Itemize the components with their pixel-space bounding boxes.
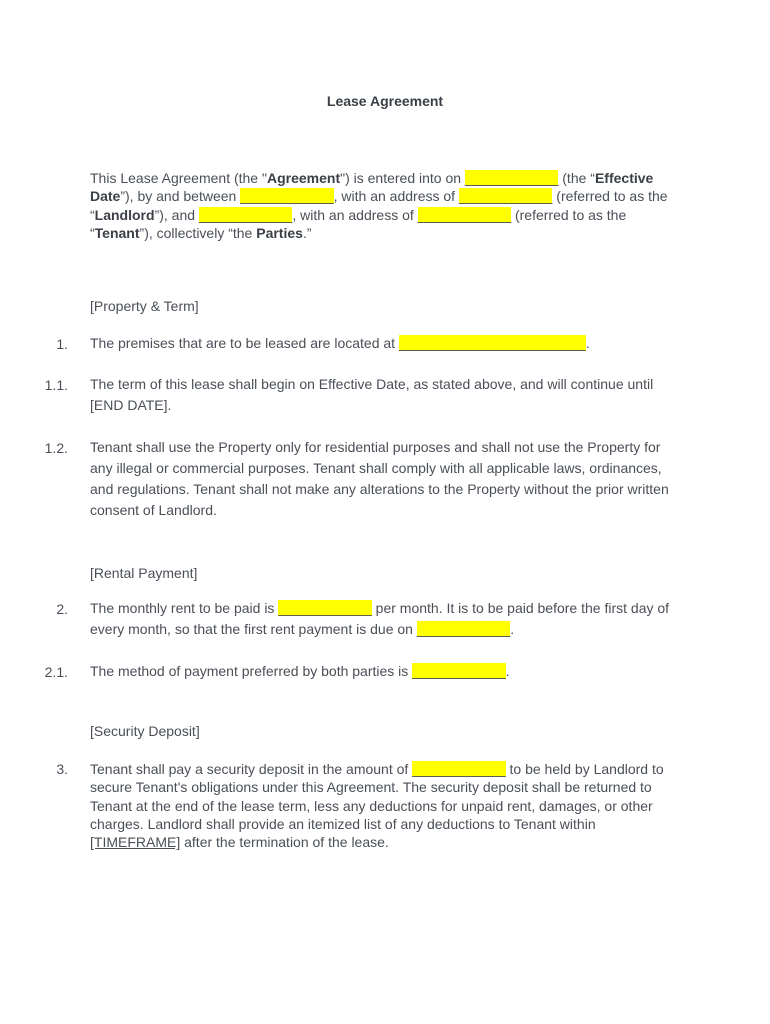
intro-text: ”), by and between bbox=[120, 188, 241, 205]
intro-text: This Lease Agreement (the " bbox=[90, 170, 267, 186]
clause-text: . bbox=[505, 663, 510, 679]
intro-text: (the “ bbox=[558, 170, 595, 186]
deposit-amount-blank[interactable]: ____________ bbox=[412, 761, 506, 777]
payment-method-blank[interactable]: ____________ bbox=[412, 663, 506, 679]
intro-text: , with an address of bbox=[333, 188, 459, 205]
intro-text: .” bbox=[302, 224, 312, 241]
clause-1-2: Tenant shall use the Property only for residential purposes and shall not use the Property for any illegal or commercial purposes. Tenant shall comply with all applicable laws, ordinances, and regulations. Tenant shall not make any alterations to the Property without the prior written consent of Landlord. bbox=[90, 439, 669, 518]
intro-text: (referred to as the “ bbox=[90, 206, 627, 241]
clause-number: 2. bbox=[56, 601, 68, 617]
intro-text: , with an address of bbox=[292, 206, 418, 223]
tenant-term: Tenant bbox=[94, 224, 140, 241]
intro-paragraph bbox=[90, 169, 690, 242]
document-title: Lease Agreement bbox=[326, 93, 444, 109]
clause-1-1: The term of this lease shall begin on Effective Date, as stated above, and will continue until [END DATE]. bbox=[90, 376, 654, 413]
intro-text: ”), collectively “the bbox=[139, 224, 257, 241]
clause-number: 1.1. bbox=[44, 377, 68, 393]
effective-date-blank[interactable]: ____________ bbox=[464, 170, 559, 186]
clause-text: The method of payment preferred by both parties is bbox=[90, 663, 413, 679]
clause-number: 3. bbox=[56, 761, 68, 777]
clause-3 bbox=[90, 760, 675, 851]
clause-text: per month. It is to be paid before the first day of every month, so that the first rent payment is due on bbox=[90, 600, 670, 637]
clause-text: . bbox=[585, 335, 590, 351]
rental-payment-heading: [Rental Payment] bbox=[90, 565, 198, 581]
clause-text: after the termination of the lease. bbox=[180, 834, 389, 851]
timeframe-placeholder: [TIMEFRAME] bbox=[90, 834, 181, 851]
clause-number: 2.1. bbox=[44, 664, 68, 680]
clause-2 bbox=[90, 598, 680, 640]
tenant-name-blank[interactable]: ____________ bbox=[198, 206, 293, 223]
security-deposit-heading: [Security Deposit] bbox=[90, 723, 200, 739]
premises-address-blank[interactable]: ________________________ bbox=[398, 335, 586, 351]
clause-1 bbox=[90, 333, 680, 354]
clause-text: Tenant shall pay a security deposit in the amount of bbox=[90, 761, 413, 777]
clause-text: The monthly rent to be paid is bbox=[90, 600, 279, 616]
first-payment-date-blank[interactable]: ____________ bbox=[416, 621, 511, 637]
effective-date-term: Effective Date bbox=[90, 170, 654, 205]
tenant-address-blank[interactable]: ____________ bbox=[417, 206, 512, 223]
landlord-address-blank[interactable]: ____________ bbox=[458, 188, 553, 205]
clause-2-1 bbox=[90, 661, 680, 682]
intro-text: ") is entered into on bbox=[340, 170, 465, 186]
clause-text: to be held by Landlord to secure Tenant's obligations under this Agreement. The security deposit shall be returned to Tenant at the end of the lease term, less any deductions for unpaid rent, damages, or other charges. Landlord shall provide an itemized list of any deductions to Tenant within bbox=[90, 761, 664, 832]
clause-text: . bbox=[510, 621, 515, 637]
landlord-term: Landlord bbox=[94, 206, 155, 223]
intro-text: (referred to as the “ bbox=[90, 188, 668, 223]
clause-number: 1. bbox=[56, 336, 68, 352]
parties-term: Parties bbox=[256, 224, 303, 241]
monthly-rent-blank[interactable]: ____________ bbox=[278, 600, 372, 616]
property-term-heading: [Property & Term] bbox=[90, 298, 199, 314]
landlord-name-blank[interactable]: ____________ bbox=[240, 188, 334, 205]
clause-number: 1.2. bbox=[44, 440, 68, 456]
intro-text: ”), and bbox=[154, 206, 199, 223]
agreement-term: Agreement bbox=[266, 170, 341, 186]
clause-text: The premises that are to be leased are located at bbox=[90, 335, 399, 351]
